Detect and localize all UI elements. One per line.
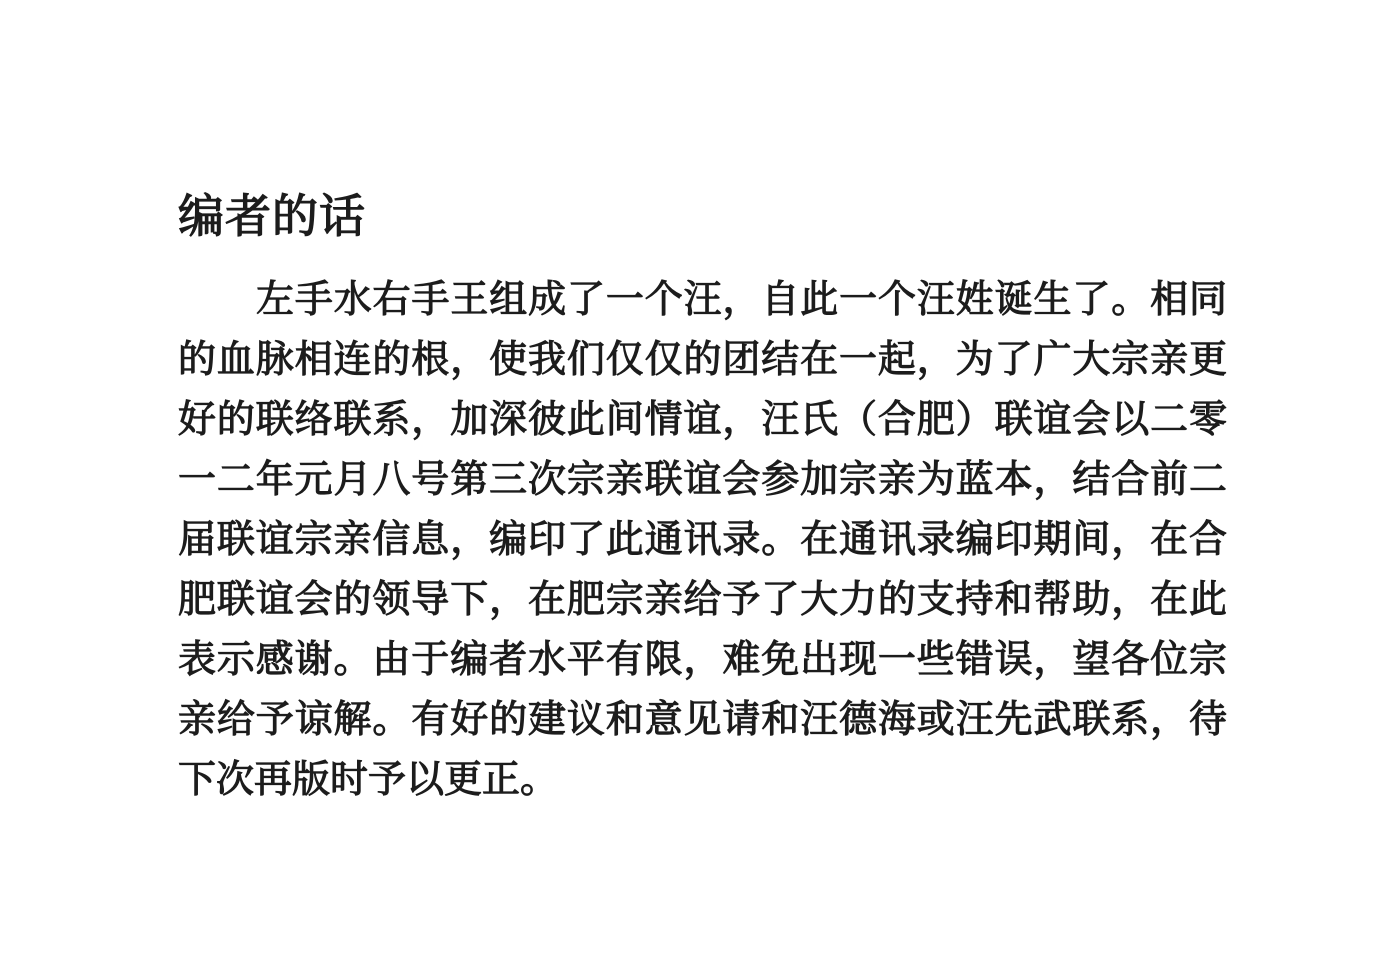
text-line: 的血脉相连的根，使我们仅仅的团结在一起，为了广大宗亲更 — [178, 339, 1227, 381]
text-line: 左手水右手王组成了一个汪，自此一个汪姓诞生了。相同 — [256, 279, 1227, 321]
text-line: 亲给予谅解。有好的建议和意见请和汪德海或汪先武联系，待 — [178, 699, 1227, 741]
text-line: 下次再版时予以更正。 — [178, 759, 559, 801]
text-line: 一二年元月八号第三次宗亲联谊会参加宗亲为蓝本，结合前二 — [178, 459, 1227, 501]
page-title: 编者的话 — [178, 190, 366, 242]
text-line: 届联谊宗亲信息，编印了此通讯录。在通讯录编印期间，在合 — [178, 519, 1227, 561]
text-line: 肥联谊会的领导下，在肥宗亲给予了大力的支持和帮助，在此 — [178, 579, 1227, 621]
text-line: 好的联络联系，加深彼此间情谊，汪氏（合肥）联谊会以二零 — [178, 399, 1227, 441]
body-paragraph — [178, 270, 1227, 810]
text-line: 表示感谢。由于编者水平有限，难免出现一些错误，望各位宗 — [178, 639, 1227, 681]
